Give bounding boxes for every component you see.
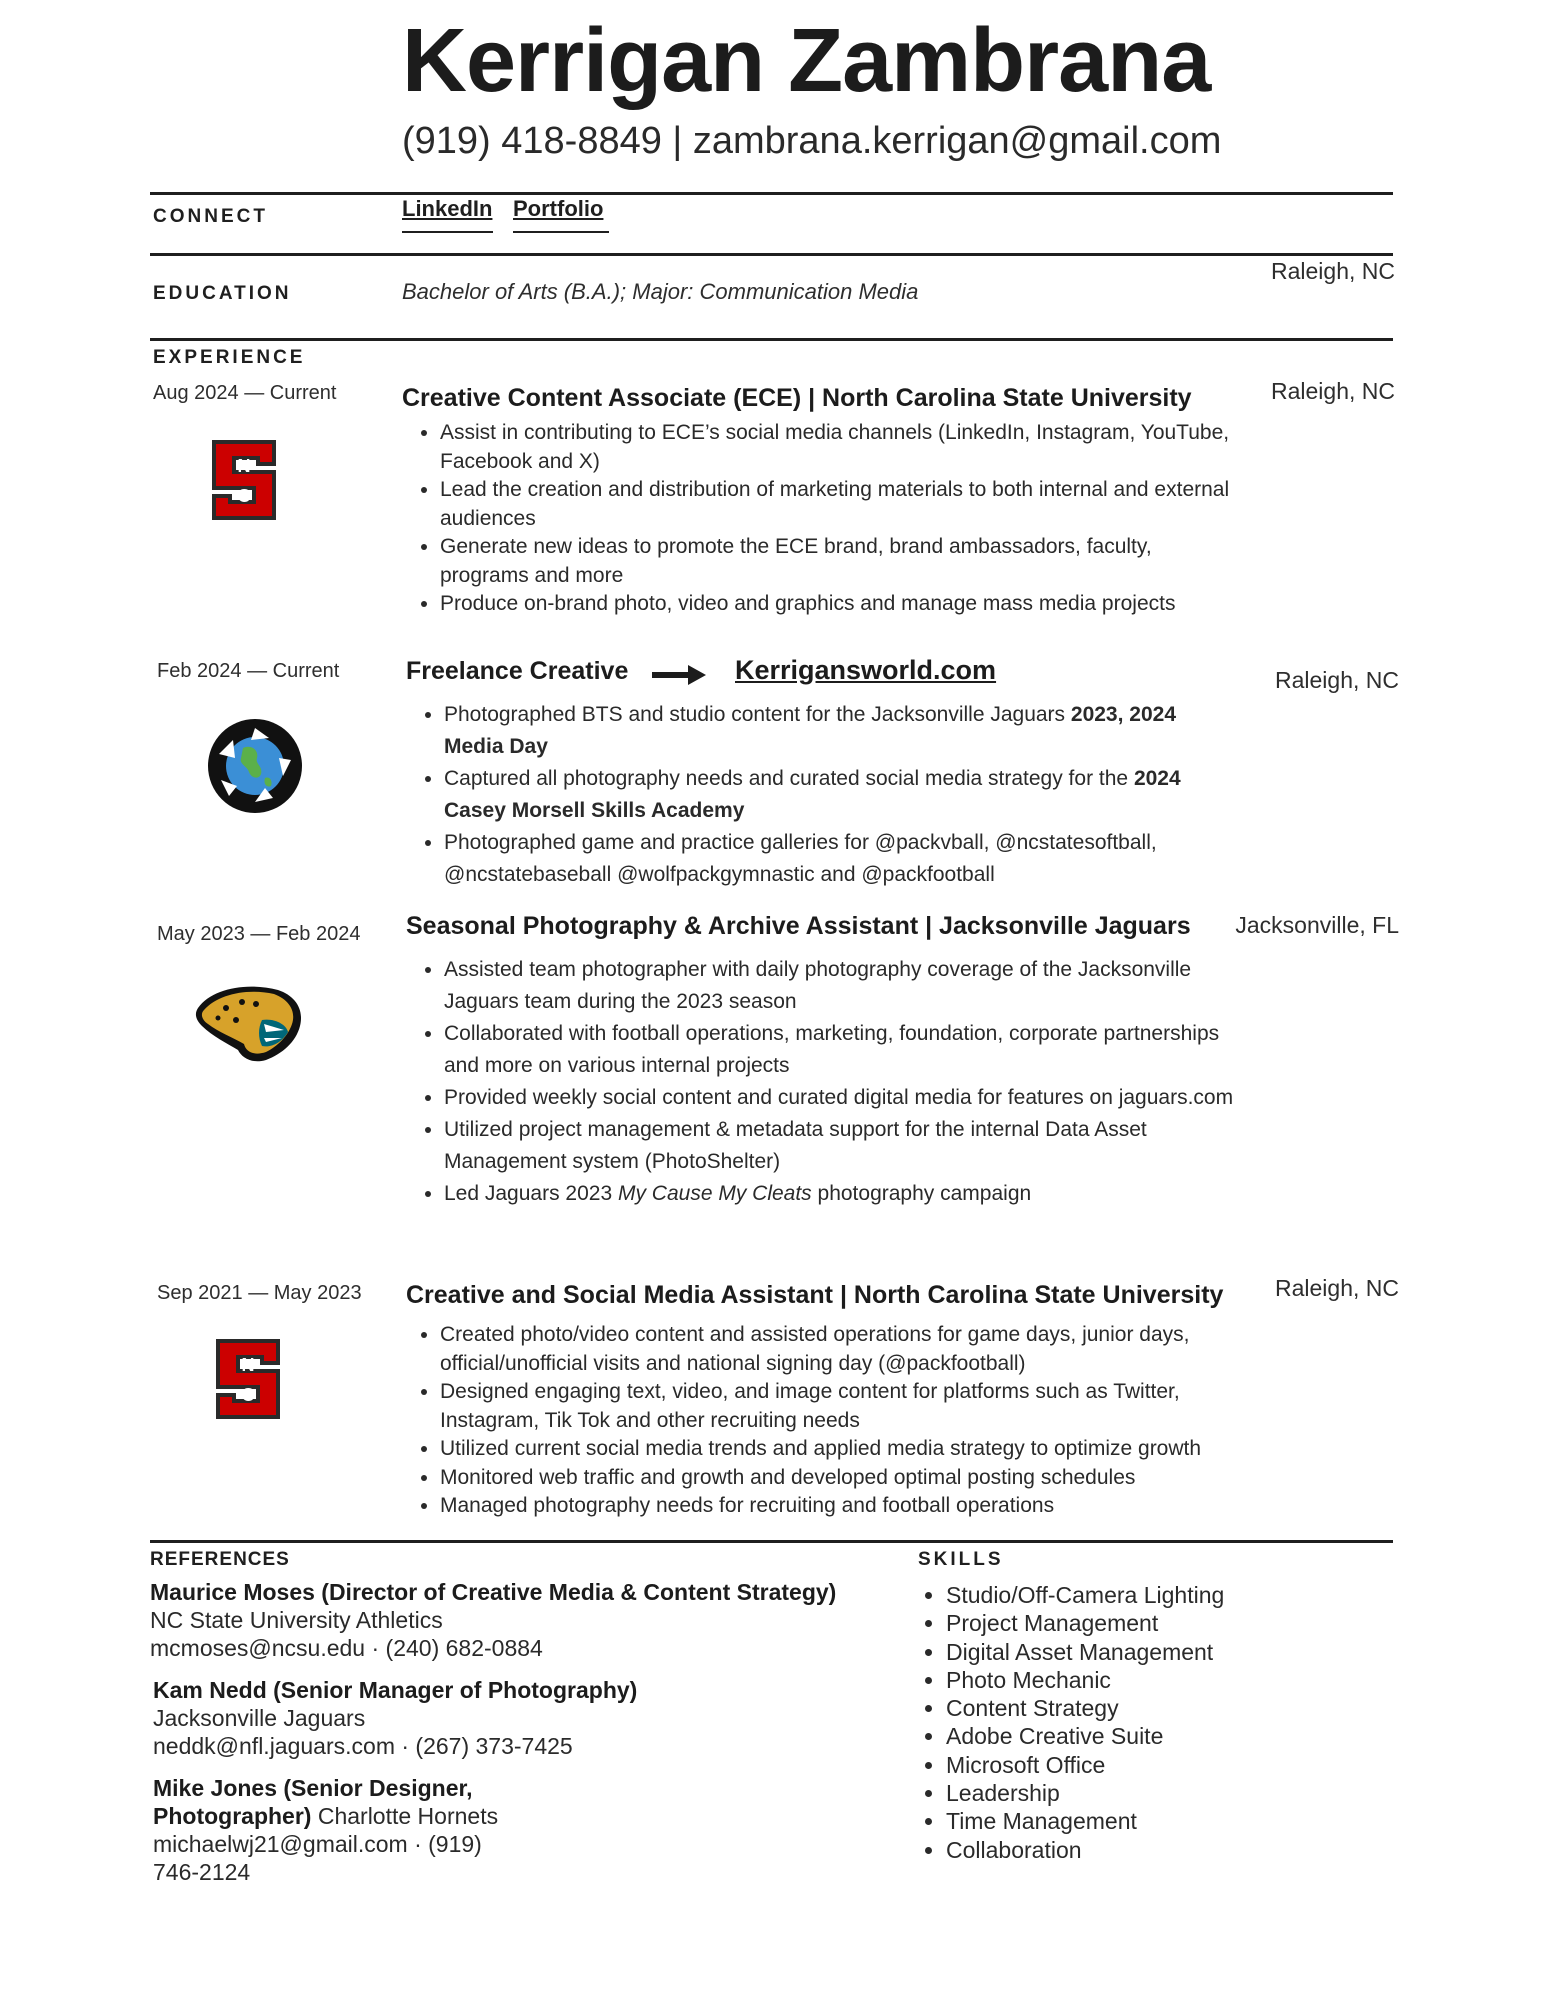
divider — [150, 1540, 1393, 1543]
skill-item: • Project Management — [946, 1609, 1366, 1637]
job-location: Raleigh, NC — [1275, 667, 1399, 693]
job-bullets — [402, 1321, 1255, 1521]
education-location: Raleigh, NC — [1271, 258, 1395, 284]
skill-item: • Time Management — [946, 1807, 1366, 1835]
list-item: • Photographed BTS and studio content for the Jacksonville Jaguars 2023, 2024 Media Day — [444, 699, 1234, 763]
list-item: • Lead the creation and distribution of marketing materials to both internal and external audiences — [440, 476, 1230, 533]
divider — [150, 192, 1393, 195]
job-title: Creative and Social Media Assistant | North Carolina State University — [406, 1281, 1224, 1309]
contact-line: (919) 418-8849 | zambrana.kerrigan@gmail.com — [402, 120, 1222, 162]
job-dates: Feb 2024 — Current — [157, 660, 340, 682]
ncstate-logo — [210, 1335, 286, 1423]
reference-name: Kam Nedd (Senior Manager of Photography) — [153, 1677, 638, 1703]
experience-label: EXPERIENCE — [153, 347, 306, 368]
reference-contact: mcmoses@ncsu.edu · (240) 682-0884 — [150, 1635, 543, 1661]
svg-text:C: C — [241, 1385, 255, 1405]
skills-label: SKILLS — [918, 1549, 1004, 1570]
svg-text:N: N — [237, 456, 251, 476]
reference-org: NC State University Athletics — [150, 1607, 443, 1633]
reference-2 — [153, 1676, 873, 1760]
job-location: Jacksonville, FL — [1235, 912, 1399, 938]
skill-item: • Digital Asset Management — [946, 1638, 1366, 1666]
link-underline — [513, 231, 609, 233]
list-item: • Managed photography needs for recruiting and football operations — [440, 1492, 1255, 1521]
job-dates: May 2023 — Feb 2024 — [157, 923, 361, 945]
portfolio-site-link[interactable]: Kerrigansworld.com — [735, 655, 997, 685]
list-item: • Produce on-brand photo, video and graphics and manage mass media projects — [440, 590, 1230, 619]
list-item: • Monitored web traffic and growth and developed optimal posting schedules — [440, 1464, 1255, 1493]
connect-label: CONNECT — [153, 206, 268, 227]
list-item: • Generate new ideas to promote the ECE brand, brand ambassadors, faculty, programs and more — [440, 533, 1230, 590]
list-item: • Created photo/video content and assisted operations for game days, junior days, official/unofficial visits and national signing day (@packfootball) — [440, 1321, 1255, 1378]
list-item: • Led Jaguars 2023 My Cause My Cleats photography campaign — [444, 1178, 1234, 1210]
list-item: • Captured all photography needs and curated social media strategy for the 2024 Casey Morsell Skills Academy — [444, 763, 1234, 827]
list-item: • Photographed game and practice galleries for @packvball, @ncstatesoftball, @ncstatebaseball @wolfpackgymnastic and @packfootball — [444, 827, 1234, 891]
job-title: Freelance Creative — [406, 657, 629, 685]
reference-org: Jacksonville Jaguars — [153, 1705, 366, 1731]
skill-item: • Content Strategy — [946, 1694, 1366, 1722]
reference-contact: neddk@nfl.jaguars.com · (267) 373-7425 — [153, 1733, 573, 1759]
linkedin-link[interactable]: LinkedIn — [402, 196, 493, 221]
reference-name: Mike Jones (Senior Designer, Photographer) — [153, 1775, 473, 1829]
job-title: Creative Content Associate (ECE) | North Carolina State University — [402, 384, 1192, 412]
aperture-globe-logo — [207, 718, 303, 814]
skill-item: • Studio/Off-Camera Lighting — [946, 1581, 1366, 1609]
job-bullets — [402, 419, 1230, 619]
reference-contact: michaelwj21@gmail.com · (919) 746-2124 — [153, 1831, 482, 1885]
divider — [150, 338, 1393, 341]
list-item: • Designed engaging text, video, and image content for platforms such as Twitter, Instagram, Tik Tok and other recruiting needs — [440, 1378, 1255, 1435]
list-item: • Provided weekly social content and curated digital media for features on jaguars.com — [444, 1082, 1234, 1114]
skill-item: • Collaboration — [946, 1836, 1366, 1864]
list-item: • Assisted team photographer with daily photography coverage of the Jacksonville Jaguars team during the 2023 season — [444, 954, 1234, 1018]
ncstate-logo — [206, 436, 282, 524]
job-location: Raleigh, NC — [1275, 1275, 1399, 1301]
job-title: Seasonal Photography & Archive Assistant | Jacksonville Jaguars — [406, 912, 1191, 940]
references-label: REFERENCES — [150, 1549, 290, 1570]
reference-org: Charlotte Hornets — [317, 1803, 499, 1829]
list-item: • Utilized current social media trends and applied media strategy to optimize growth — [440, 1435, 1255, 1464]
portfolio-link[interactable]: Portfolio — [513, 196, 604, 221]
candidate-name: Kerrigan Zambrana — [402, 11, 1211, 111]
list-item: • Utilized project management & metadata support for the internal Data Asset Management system (PhotoShelter) — [444, 1114, 1234, 1178]
job-dates: Aug 2024 — Current — [153, 382, 337, 404]
job-bullets — [406, 954, 1234, 1210]
svg-text:N: N — [241, 1355, 255, 1375]
arrow-right-icon — [652, 665, 706, 685]
reference-name: Maurice Moses (Director of Creative Media & Content Strategy) — [150, 1579, 837, 1605]
reference-3 — [153, 1774, 533, 1886]
skill-item: • Photo Mechanic — [946, 1666, 1366, 1694]
divider — [150, 253, 1393, 256]
jaguar-logo — [192, 980, 306, 1066]
svg-text:C: C — [237, 486, 251, 506]
list-item: • Assist in contributing to ECE’s social media channels (LinkedIn, Instagram, YouTube, Facebook and X) — [440, 419, 1230, 476]
link-underline — [402, 231, 493, 233]
list-item: • Collaborated with football operations, marketing, foundation, corporate partnerships and more on various internal projects — [444, 1018, 1234, 1082]
degree: Bachelor of Arts (B.A.); Major: Communication Media — [402, 279, 919, 304]
job-location: Raleigh, NC — [1271, 378, 1395, 404]
skill-item: • Leadership — [946, 1779, 1366, 1807]
job-bullets — [406, 699, 1234, 891]
skill-item: • Adobe Creative Suite — [946, 1722, 1366, 1750]
education-label: EDUCATION — [153, 283, 292, 304]
reference-1 — [150, 1578, 870, 1662]
job-dates: Sep 2021 — May 2023 — [157, 1282, 362, 1304]
skills-list — [918, 1581, 1366, 1864]
skill-item: • Microsoft Office — [946, 1751, 1366, 1779]
